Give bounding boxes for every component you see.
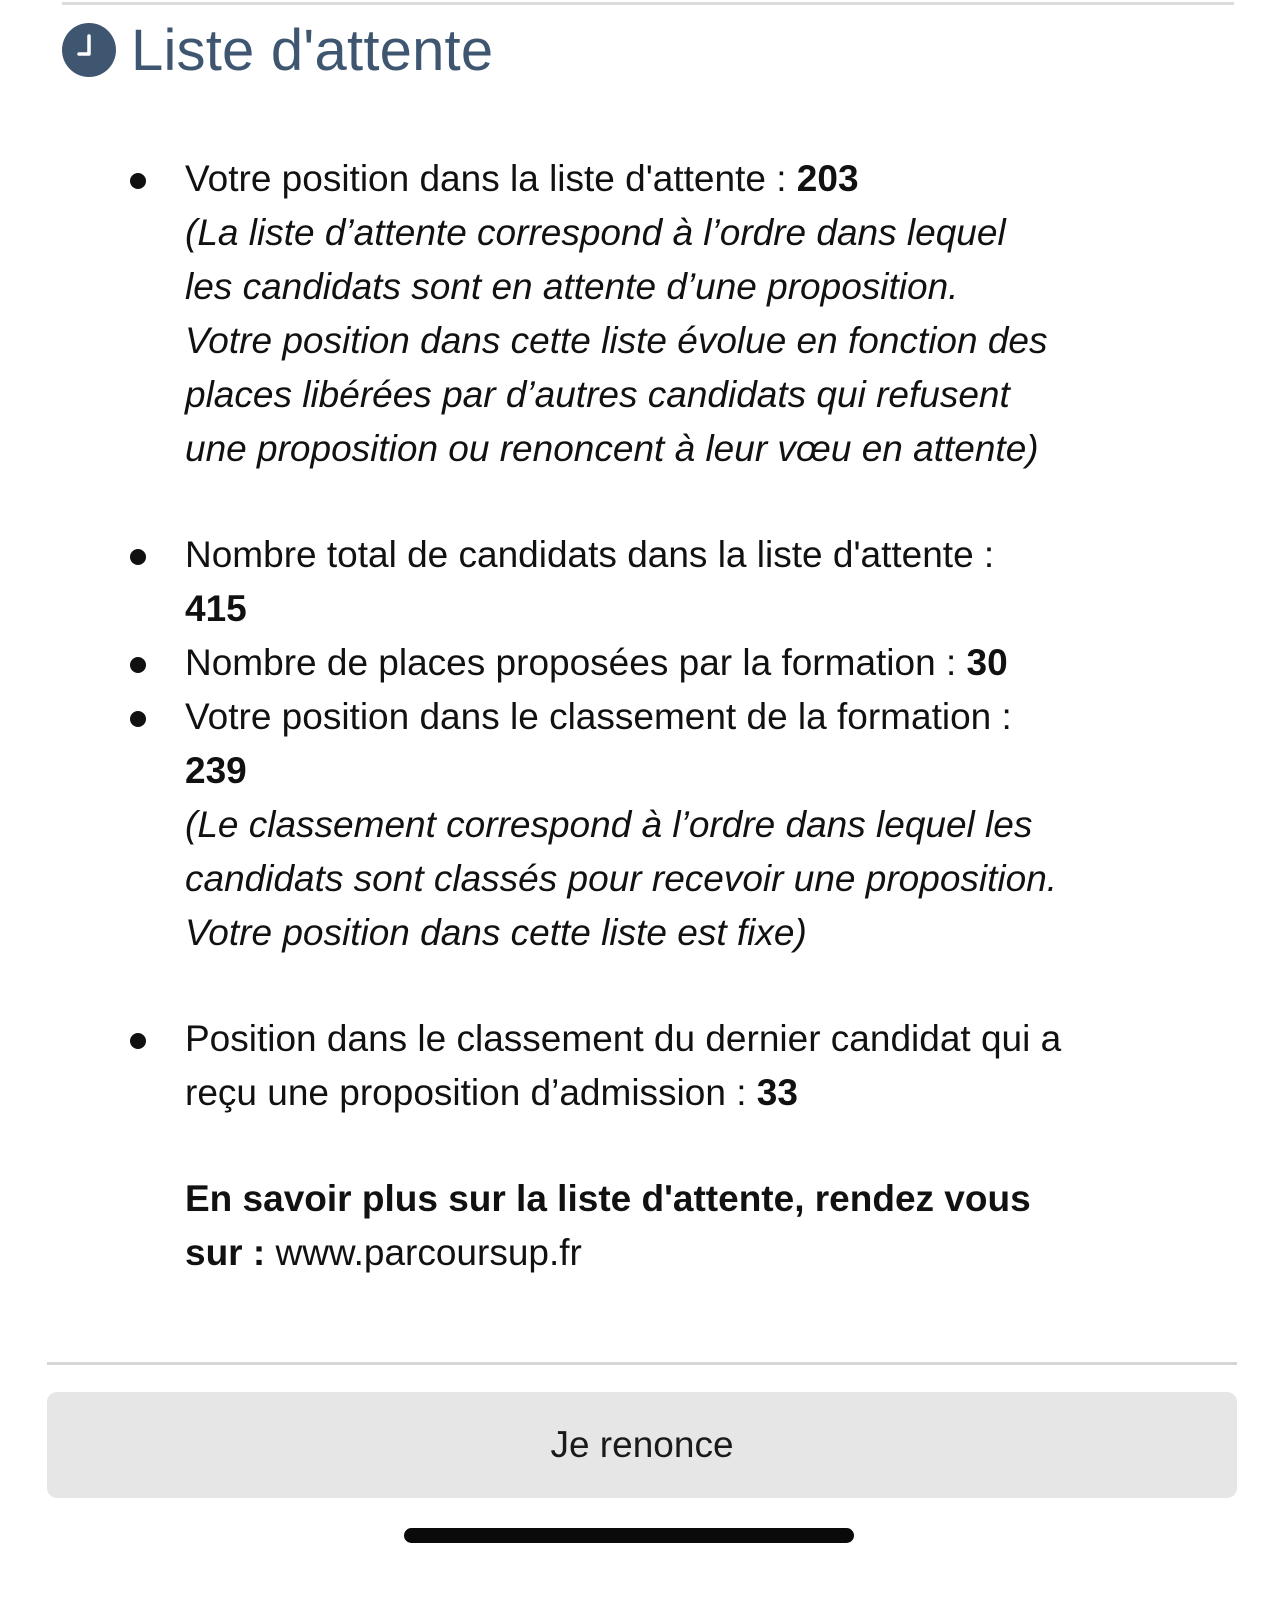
list-item-ranking-position bbox=[130, 690, 1240, 960]
waitlist-position-value: 203 bbox=[796, 158, 859, 199]
item-label: Votre position dans le classement de la formation : bbox=[185, 696, 1012, 737]
spacer bbox=[130, 476, 1240, 528]
item-label: Position dans le classement du dernier candidat qui a bbox=[185, 1018, 1062, 1059]
item-label: Votre position dans la liste d'attente : bbox=[185, 158, 797, 199]
last-admitted-value: 33 bbox=[756, 1072, 798, 1113]
page-title: Liste d'attente bbox=[131, 17, 494, 83]
list-item-total-candidates bbox=[130, 528, 1240, 636]
spacer bbox=[130, 960, 1240, 1012]
more-info bbox=[130, 1172, 1240, 1280]
note-line: Votre position dans cette liste est fixe) bbox=[185, 912, 807, 953]
note-line: places libérées par d’autres candidats qui refusent bbox=[185, 374, 1010, 415]
bullet bbox=[130, 711, 146, 727]
more-info-text: En savoir plus sur la liste d'attente, rendez vous bbox=[185, 1178, 1031, 1219]
clock-icon bbox=[62, 23, 116, 77]
item-label: Nombre total de candidats dans la liste d'attente : bbox=[185, 534, 995, 575]
section-header bbox=[62, 14, 493, 86]
places-offered-value: 30 bbox=[966, 642, 1008, 683]
bullet bbox=[130, 549, 146, 565]
total-candidates-value: 415 bbox=[185, 588, 247, 629]
more-info-text: sur : bbox=[185, 1232, 276, 1273]
list-item-waitlist-position bbox=[130, 152, 1240, 476]
note-line: Votre position dans cette liste évolue en fonction des bbox=[185, 320, 1048, 361]
item-note bbox=[185, 798, 1240, 960]
parcoursup-link[interactable]: www.parcoursup.fr bbox=[275, 1232, 582, 1273]
bullet bbox=[130, 657, 146, 673]
note-line: (Le classement correspond à l’ordre dans lequel les bbox=[185, 804, 1033, 845]
home-indicator[interactable] bbox=[404, 1528, 854, 1543]
list-item-last-admitted bbox=[130, 1012, 1240, 1120]
list-item-places-offered bbox=[130, 636, 1240, 690]
waitlist-details bbox=[130, 152, 1240, 1280]
note-line: les candidats sont en attente d’une proposition. bbox=[185, 266, 959, 307]
note-line: une proposition ou renoncent à leur vœu en attente) bbox=[185, 428, 1039, 469]
renounce-button[interactable]: Je renonce bbox=[47, 1392, 1237, 1498]
note-line: candidats sont classés pour recevoir une proposition. bbox=[185, 858, 1058, 899]
item-note bbox=[185, 206, 1240, 476]
item-label: reçu une proposition d’admission : bbox=[185, 1072, 757, 1113]
bullet bbox=[130, 173, 146, 189]
item-label: Nombre de places proposées par la formation : bbox=[185, 642, 967, 683]
top-divider bbox=[62, 2, 1234, 5]
note-line: (La liste d’attente correspond à l’ordre dans lequel bbox=[185, 212, 1006, 253]
spacer bbox=[130, 1120, 1240, 1172]
ranking-position-value: 239 bbox=[185, 750, 247, 791]
bullet bbox=[130, 1033, 146, 1049]
bottom-divider bbox=[47, 1362, 1237, 1365]
